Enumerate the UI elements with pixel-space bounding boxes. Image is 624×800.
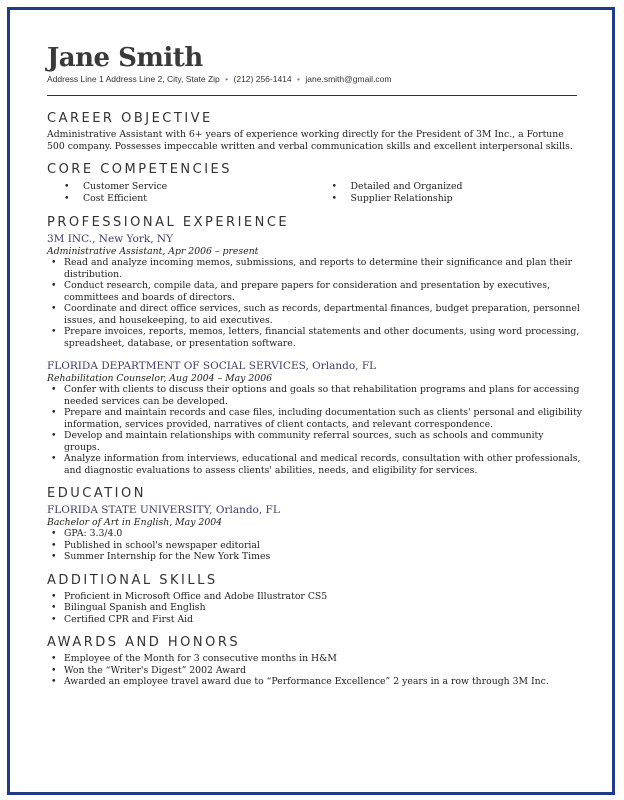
job-role: Administrative Assistant, Apr 2006 – present bbox=[47, 246, 259, 257]
awards-bullets bbox=[47, 653, 582, 688]
objective-text: Administrative Assistant with 6+ years of experience working directly for the President of 3M Inc., a Fortune 500 company. Possesses impeccable written and verbal communication skills and excellent interpersonal skills. bbox=[47, 129, 573, 152]
school: FLORIDA STATE UNIVERSITY, Orlando, FL bbox=[47, 504, 280, 516]
list-item: • Customer Service bbox=[47, 181, 315, 193]
list-item: • Coordinate and direct office services, such as records, departmental finances, budget preparation, personnel issues, and housekeeping, to aid executives. bbox=[47, 303, 582, 326]
header-divider bbox=[47, 95, 577, 96]
education-heading: EDUCATION bbox=[47, 486, 146, 501]
competencies-list bbox=[47, 181, 582, 205]
skills-heading: ADDITIONAL SKILLS bbox=[47, 572, 218, 588]
list-item: • GPA: 3.3/4.0 bbox=[47, 528, 582, 540]
list-item: • Conduct research, compile data, and prepare papers for consideration and presentation by executives, committees and boards of directors. bbox=[47, 280, 582, 303]
list-item: • Certified CPR and First Aid bbox=[47, 614, 582, 626]
email[interactable]: jane.smith@gmail.com bbox=[305, 74, 392, 84]
list-item: • Proficient in Microsoft Office and Adobe Illustrator CS5 bbox=[47, 591, 582, 603]
job-bullets bbox=[47, 384, 582, 476]
job-entry bbox=[47, 360, 582, 476]
education-bullets bbox=[47, 528, 582, 563]
list-item: • Prepare invoices, reports, memos, letters, financial statements and other documents, using word processing, spreadsheet, database, or presentation software. bbox=[47, 326, 582, 349]
competencies-right bbox=[315, 181, 583, 205]
list-item: • Analyze information from interviews, educational and medical records, consultation with other professionals, and diagnostic evaluations to assess clients' abilities, needs, and eligibility for services. bbox=[47, 453, 582, 476]
job-entry bbox=[47, 233, 582, 349]
list-item: • Published in school's newspaper editorial bbox=[47, 540, 582, 552]
list-item: • Read and analyze incoming memos, submissions, and reports to determine their significance and plan their distribution. bbox=[47, 257, 582, 280]
employer: FLORIDA DEPARTMENT OF SOCIAL SERVICES, Orlando, FL bbox=[47, 360, 377, 372]
list-item: • Detailed and Organized bbox=[315, 181, 583, 193]
contact-line bbox=[47, 74, 582, 85]
awards-heading: AWARDS AND HONORS bbox=[47, 635, 241, 650]
separator-dot: • bbox=[225, 74, 229, 84]
competencies-left bbox=[47, 181, 315, 205]
job-bullets bbox=[47, 257, 582, 349]
separator-dot: • bbox=[297, 74, 301, 84]
list-item: • Prepare and maintain records and case files, including documentation such as clients' personal and eligibility information, services provided, narratives of client contacts, and relevant correspondence. bbox=[47, 407, 582, 430]
experience-heading: PROFESSIONAL EXPERIENCE bbox=[47, 215, 290, 230]
skills-bullets bbox=[47, 591, 582, 626]
degree: Bachelor of Art in English, May 2004 bbox=[47, 517, 223, 528]
list-item: • Supplier Relationship bbox=[315, 193, 583, 205]
employer: 3M INC., New York, NY bbox=[47, 233, 174, 245]
list-item: • Confer with clients to discuss their options and goals so that rehabilitation programs and plans for accessing needed services can be developed. bbox=[47, 384, 582, 407]
list-item: • Awarded an employee travel award due to “Performance Excellence” 2 years in a row through 3M Inc. bbox=[47, 676, 582, 688]
competencies-heading: CORE COMPETENCIES bbox=[47, 162, 233, 177]
list-item: • Summer Internship for the New York Times bbox=[47, 551, 582, 563]
phone: (212) 256-1414 bbox=[233, 74, 292, 84]
list-item: • Employee of the Month for 3 consecutive months in H&M bbox=[47, 653, 582, 665]
list-item: • Cost Efficient bbox=[47, 193, 315, 205]
candidate-name: Jane Smith bbox=[47, 43, 203, 73]
objective-heading: CAREER OBJECTIVE bbox=[47, 111, 213, 126]
resume-document bbox=[47, 44, 582, 688]
list-item: • Develop and maintain relationships with community referral sources, such as schools and community groups. bbox=[47, 430, 582, 453]
list-item: • Bilingual Spanish and English bbox=[47, 602, 582, 614]
job-role: Rehabilitation Counselor, Aug 2004 – May 2006 bbox=[47, 373, 273, 384]
address: Address Line 1 Address Line 2, City, State Zip bbox=[47, 74, 220, 84]
list-item: • Won the “Writer's Digest” 2002 Award bbox=[47, 665, 582, 677]
